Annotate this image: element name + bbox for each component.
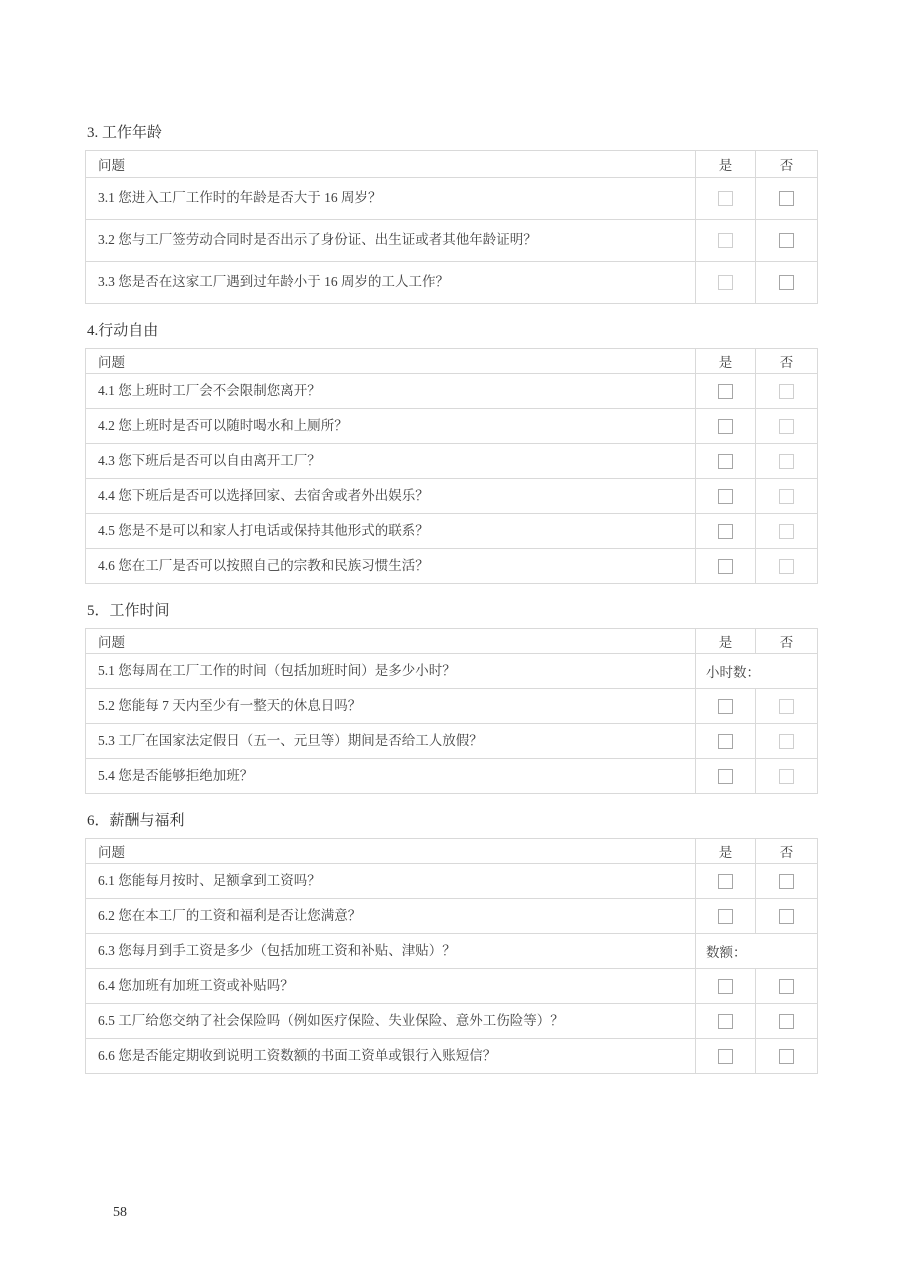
column-header-yes: 是 xyxy=(696,629,756,654)
yes-cell xyxy=(696,514,756,549)
no-cell xyxy=(756,689,818,724)
no-checkbox[interactable] xyxy=(779,1049,794,1064)
question-text: 3.3 您是否在这家工厂遇到过年龄小于 16 周岁的工人工作？ xyxy=(86,262,696,304)
column-header-question: 问题 xyxy=(86,349,696,374)
no-checkbox[interactable] xyxy=(779,275,794,290)
question-text: 5.1 您每周在工厂工作的时间（包括加班时间）是多少小时？ xyxy=(86,654,696,689)
yes-cell xyxy=(696,262,756,304)
no-cell xyxy=(756,374,818,409)
yes-cell xyxy=(696,864,756,899)
no-cell xyxy=(756,899,818,934)
column-header-question: 问题 xyxy=(86,629,696,654)
no-checkbox[interactable] xyxy=(779,699,794,714)
question-section xyxy=(85,321,817,584)
table-row xyxy=(86,1004,818,1039)
question-text: 6.5 工厂给您交纳了社会保险吗（例如医疗保险、失业保险、意外工伤险等）？ xyxy=(86,1004,696,1039)
table-header-row xyxy=(86,151,818,178)
yes-cell xyxy=(696,549,756,584)
question-text: 4.1 您上班时工厂会不会限制您离开？ xyxy=(86,374,696,409)
no-checkbox[interactable] xyxy=(779,454,794,469)
no-cell xyxy=(756,409,818,444)
table-header-row xyxy=(86,349,818,374)
no-cell xyxy=(756,724,818,759)
question-text: 4.5 您是不是可以和家人打电话或保持其他形式的联系？ xyxy=(86,514,696,549)
table-row xyxy=(86,689,818,724)
question-section xyxy=(85,601,817,794)
question-text: 6.6 您是否能定期收到说明工资数额的书面工资单或银行入账短信？ xyxy=(86,1039,696,1074)
question-section xyxy=(85,123,817,304)
table-header-row xyxy=(86,839,818,864)
yes-checkbox[interactable] xyxy=(718,979,733,994)
yes-checkbox[interactable] xyxy=(718,909,733,924)
section-title: 6．薪酬与福利 xyxy=(87,813,185,829)
question-table xyxy=(85,838,818,1074)
question-text: 3.2 您与工厂签劳动合同时是否出示了身份证、出生证或者其他年龄证明？ xyxy=(86,220,696,262)
yes-checkbox[interactable] xyxy=(718,489,733,504)
section-title: 3. 工作年龄 xyxy=(87,125,163,141)
yes-cell xyxy=(696,759,756,794)
table-row xyxy=(86,444,818,479)
yes-checkbox[interactable] xyxy=(718,1014,733,1029)
yes-checkbox[interactable] xyxy=(718,524,733,539)
question-text: 4.3 您下班后是否可以自由离开工厂？ xyxy=(86,444,696,479)
answer-label: 数额： xyxy=(696,934,818,969)
section-title: 5．工作时间 xyxy=(87,603,170,619)
question-text: 4.6 您在工厂是否可以按照自己的宗教和民族习惯生活？ xyxy=(86,549,696,584)
yes-cell xyxy=(696,724,756,759)
yes-cell xyxy=(696,444,756,479)
answer-label: 小时数： xyxy=(696,654,818,689)
question-text: 4.2 您上班时是否可以随时喝水和上厕所？ xyxy=(86,409,696,444)
yes-cell xyxy=(696,689,756,724)
table-row xyxy=(86,178,818,220)
table-row xyxy=(86,220,818,262)
column-header-no: 否 xyxy=(756,349,818,374)
no-cell xyxy=(756,514,818,549)
no-cell xyxy=(756,444,818,479)
no-cell xyxy=(756,864,818,899)
column-header-no: 否 xyxy=(756,839,818,864)
questionnaire-body xyxy=(85,123,817,1074)
table-row xyxy=(86,864,818,899)
column-header-yes: 是 xyxy=(696,349,756,374)
question-text: 5.2 您能每 7 天内至少有一整天的休息日吗？ xyxy=(86,689,696,724)
question-text: 5.4 您是否能够拒绝加班？ xyxy=(86,759,696,794)
no-cell xyxy=(756,759,818,794)
no-cell xyxy=(756,479,818,514)
table-row xyxy=(86,514,818,549)
question-table xyxy=(85,348,818,584)
section-title: 4.行动自由 xyxy=(87,323,159,339)
yes-checkbox[interactable] xyxy=(718,1049,733,1064)
question-table xyxy=(85,628,818,794)
yes-checkbox[interactable] xyxy=(718,419,733,434)
table-row xyxy=(86,262,818,304)
yes-cell xyxy=(696,409,756,444)
column-header-yes: 是 xyxy=(696,151,756,178)
no-checkbox[interactable] xyxy=(779,489,794,504)
question-text: 4.4 您下班后是否可以选择回家、去宿舍或者外出娱乐？ xyxy=(86,479,696,514)
yes-checkbox[interactable] xyxy=(718,699,733,714)
table-row xyxy=(86,374,818,409)
table-row xyxy=(86,654,818,689)
no-cell xyxy=(756,178,818,220)
no-checkbox[interactable] xyxy=(779,233,794,248)
no-cell xyxy=(756,969,818,1004)
yes-checkbox[interactable] xyxy=(718,191,733,206)
yes-checkbox[interactable] xyxy=(718,874,733,889)
yes-checkbox[interactable] xyxy=(718,769,733,784)
no-checkbox[interactable] xyxy=(779,559,794,574)
table-header-row xyxy=(86,629,818,654)
no-checkbox[interactable] xyxy=(779,874,794,889)
question-text: 6.3 您每月到手工资是多少（包括加班工资和补贴、津贴）？ xyxy=(86,934,696,969)
yes-checkbox[interactable] xyxy=(718,275,733,290)
yes-cell xyxy=(696,969,756,1004)
no-checkbox[interactable] xyxy=(779,191,794,206)
no-checkbox[interactable] xyxy=(779,419,794,434)
page-number: 58 xyxy=(113,1205,127,1220)
yes-cell xyxy=(696,374,756,409)
question-text: 6.2 您在本工厂的工资和福利是否让您满意？ xyxy=(86,899,696,934)
yes-checkbox[interactable] xyxy=(718,734,733,749)
no-cell xyxy=(756,1039,818,1074)
yes-cell xyxy=(696,899,756,934)
yes-checkbox[interactable] xyxy=(718,454,733,469)
question-text: 6.1 您能每月按时、足额拿到工资吗？ xyxy=(86,864,696,899)
column-header-no: 否 xyxy=(756,151,818,178)
no-checkbox[interactable] xyxy=(779,524,794,539)
yes-checkbox[interactable] xyxy=(718,559,733,574)
table-row xyxy=(86,899,818,934)
no-checkbox[interactable] xyxy=(779,979,794,994)
table-row xyxy=(86,934,818,969)
yes-cell xyxy=(696,1004,756,1039)
yes-cell xyxy=(696,220,756,262)
column-header-no: 否 xyxy=(756,629,818,654)
question-table xyxy=(85,150,818,304)
no-checkbox[interactable] xyxy=(779,769,794,784)
table-row xyxy=(86,759,818,794)
table-row xyxy=(86,549,818,584)
question-text: 5.3 工厂在国家法定假日（五一、元旦等）期间是否给工人放假？ xyxy=(86,724,696,759)
question-text: 3.1 您进入工厂工作时的年龄是否大于 16 周岁？ xyxy=(86,178,696,220)
question-section xyxy=(85,811,817,1074)
table-row xyxy=(86,1039,818,1074)
table-row xyxy=(86,724,818,759)
table-row xyxy=(86,479,818,514)
question-text: 6.4 您加班有加班工资或补贴吗？ xyxy=(86,969,696,1004)
table-row xyxy=(86,969,818,1004)
no-checkbox[interactable] xyxy=(779,909,794,924)
no-checkbox[interactable] xyxy=(779,1014,794,1029)
no-cell xyxy=(756,262,818,304)
column-header-question: 问题 xyxy=(86,151,696,178)
column-header-yes: 是 xyxy=(696,839,756,864)
column-header-question: 问题 xyxy=(86,839,696,864)
no-checkbox[interactable] xyxy=(779,384,794,399)
yes-cell xyxy=(696,178,756,220)
no-cell xyxy=(756,549,818,584)
yes-cell xyxy=(696,1039,756,1074)
no-checkbox[interactable] xyxy=(779,734,794,749)
yes-checkbox[interactable] xyxy=(718,384,733,399)
no-cell xyxy=(756,1004,818,1039)
yes-cell xyxy=(696,479,756,514)
no-cell xyxy=(756,220,818,262)
table-row xyxy=(86,409,818,444)
yes-checkbox[interactable] xyxy=(718,233,733,248)
